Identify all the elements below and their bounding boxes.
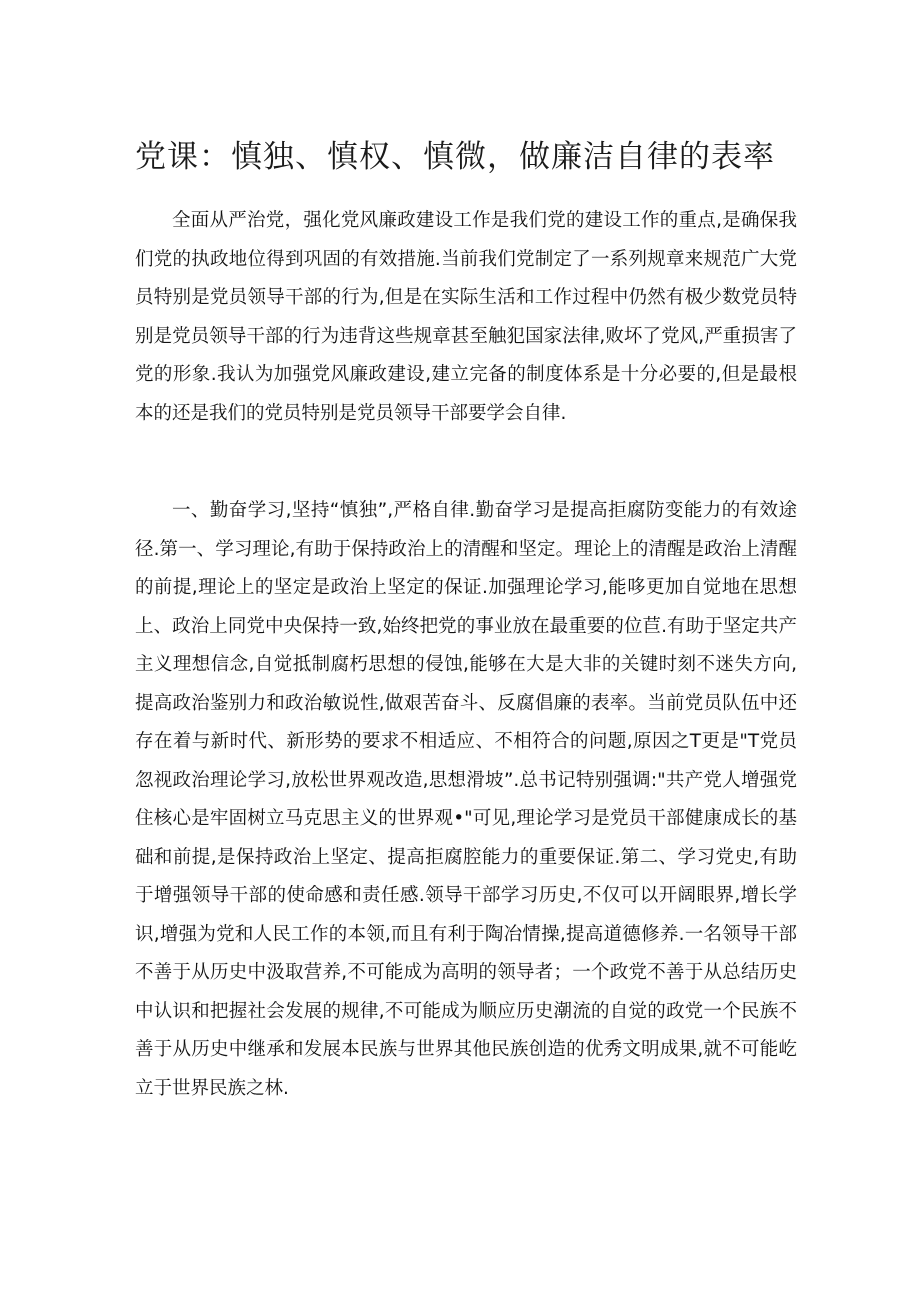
paragraph-text: 全面从严治党，强化党风廉政建设工作是我们党的建设工作的重点,是确保我们党的执政地位得到巩固的有效措施.当前我们党制定了一系列规章来规范广大党员特别是党员领导干部的行为,但是在实际生活和工作过程中仍然有极少数党员特别是党员领导干部的行为违背这些规章甚至触犯国家法律,败坏了党风,严重损害了党的形象.我认为加强党风廉政建设,建立完备的制度体系是十分必要的,但是最根本的还是我们的党员特别是党员领导干部要学会自律. bbox=[135, 210, 797, 424]
paragraph-text: 一、勤奋学习,坚持“慎独”,严格自律.勤奋学习是提高拒腐防变能力的有效途径.第一、学习理论,有助于保持政治上的清醒和坚定。理论上的清醒是政治上清醒的前提,理论上的坚定是政治上坚定的保证.加强理论学习,能哆更加自觉地在思想上、政治上同党中央保持一致,始终把党的事业放在最重要的位苣.有助于坚定共产主义理想信念,自觉抵制腐朽思想的侵蚀,能够在大是大非的关键时刻不迷失方向,提高政治鉴别力和政治敏说性,做艰苦奋斗、反腐倡廉的表率。当前党员队伍中还存在着与新时代、新形势的要求不相适应、不相符合的问题,原因之T更是"T党员忽视政治理论学习,放松世界观改造,思想滑坡”.总书记特别强调:"共产党人增强党住核心是牢固树立马克思主义的世界观•"可见,理论学习是党员干部健康成长的基础和前提,是保持政治上坚定、提高拒腐腔能力的重要保证.第二、学习党史,有助于增强领导干部的使命感和责任感.领导干部学习历史,不仅可以开阔眼界,增长学识,增强为党和人民工作的本领,而且有利于陶冶情操,提高道德修养.一名领导干部不善于从历史中汲取营养,不可能成为高明的领导者；一个政党不善于从总结历史中认识和把握社会发展的规律,不可能成为顺应历史潮流的自觉的政党一个民族不善于从历史中继承和发展本民族与世界其他民族创造的优秀文明成果,就不可能屹立于世界民族之林. bbox=[135, 500, 797, 1099]
document-title: 党课：慎独、慎权、慎微，做廉洁自律的表率 bbox=[135, 139, 775, 175]
paragraph-intro bbox=[135, 202, 797, 433]
paragraph-section-one bbox=[135, 492, 797, 1108]
